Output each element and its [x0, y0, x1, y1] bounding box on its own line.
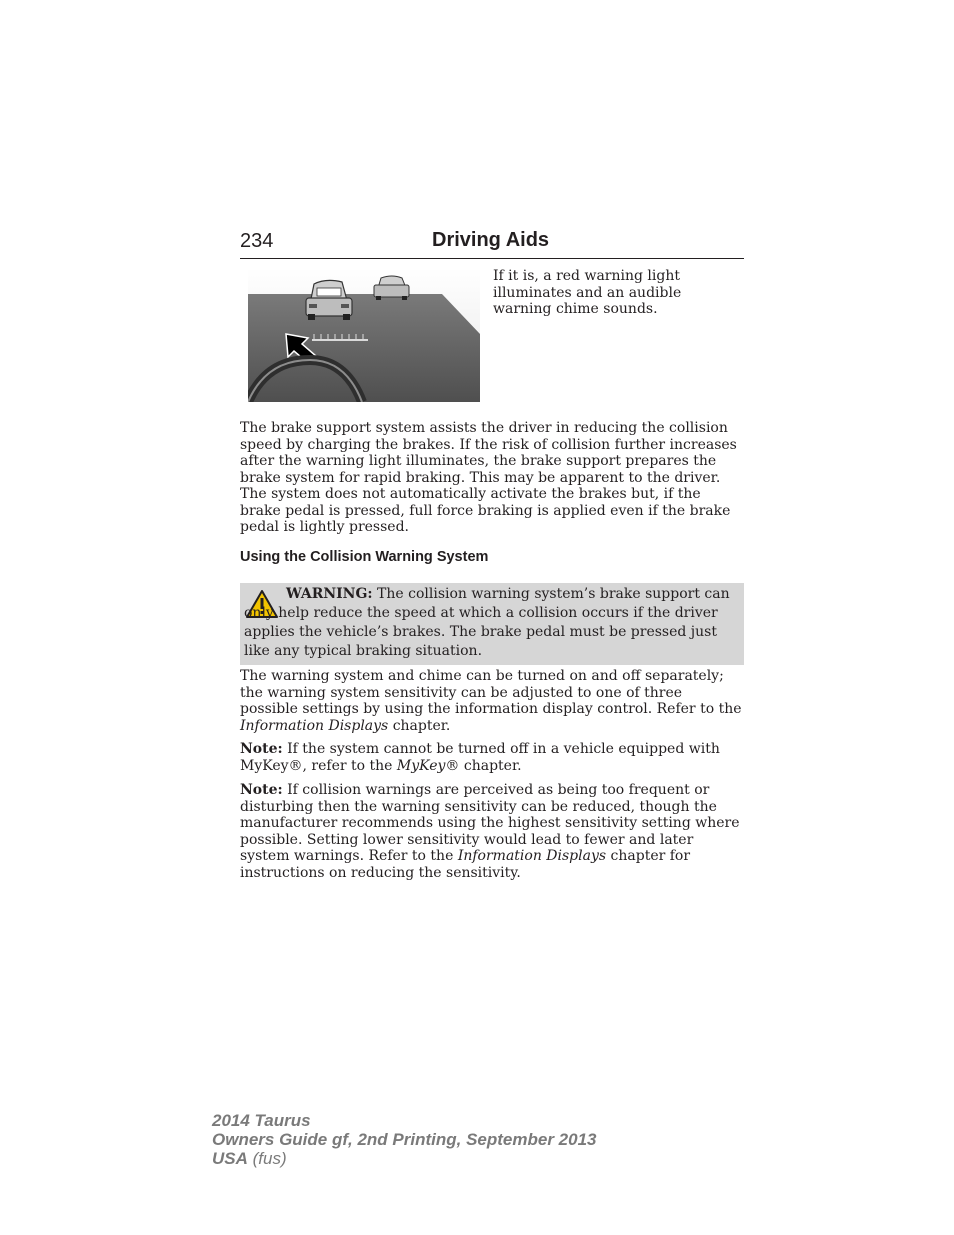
warning-body: The collision warning system’s brake support can only help reduce the speed at which a collision occurs if the driver applies the vehicle’s brakes. The brake pedal must be pressed just like any typical braking situation. [244, 586, 730, 659]
note-sensitivity-after: chapter for instructions on reducing the sensitivity. [240, 848, 691, 881]
information-displays-reference: Information Displays [240, 717, 389, 734]
note-mykey [240, 741, 744, 774]
note-mykey-text: If the system cannot be turned off in a vehicle equipped with MyKey®, refer to the [240, 741, 720, 774]
settings-paragraph [240, 668, 744, 734]
note-sensitivity-text: If collision warnings are perceived as being too frequent or disturbing then the warning sensitivity can be reduced, though the manufacturer recommends using the highest sensitivity setting where possible. Setting lower sensitivity would lead to fewer and later system warnings. Refer to the [240, 782, 740, 864]
footer-market [212, 1149, 596, 1168]
information-displays-reference: Information Displays [457, 848, 607, 864]
settings-text-after: chapter. [388, 717, 451, 734]
footer-model: 2014 Taurus [212, 1111, 311, 1130]
settings-text: The warning system and chime can be turned on and off separately; the warning system sensitivity can be adjusted to one of three possible settings by using the information display control. Refer to the [240, 668, 742, 717]
section-heading: Using the Collision Warning System [240, 549, 489, 565]
page-header [240, 228, 744, 259]
brake-support-paragraph: The brake support system assists the driver in reducing the collision speed by charging the brakes. If the risk of collision further increases after the warning light illuminates, the brake support prepares the brake system for rapid braking. This may be apparent to the driver. The system does not automatically activate the brakes but, if the brake pedal is pressed, full force braking is applied even if the brake pedal is lightly pressed. [240, 420, 737, 535]
figure-caption: If it is, a red warning light illuminates and an audible warning chime sounds. [493, 268, 682, 317]
page-number: 234 [240, 230, 274, 252]
warning-box [240, 583, 744, 665]
page-footer [212, 1111, 596, 1168]
warning-label: WARNING: [286, 586, 373, 602]
footer-edition: Owners Guide gf, 2nd Printing, September 2013 [212, 1130, 597, 1149]
note-mykey-after: chapter. [459, 757, 522, 774]
footer-market-code: USA [212, 1149, 248, 1168]
note-label: Note: [240, 782, 283, 798]
note-label: Note: [240, 741, 283, 757]
mykey-reference: MyKey® [396, 757, 460, 774]
head-up-warning-light-illustration [246, 268, 482, 404]
note-sensitivity [240, 782, 744, 881]
page-title: Driving Aids [432, 229, 550, 251]
warning-text [244, 585, 736, 661]
footer-market-suffix: (fus) [247, 1149, 287, 1168]
